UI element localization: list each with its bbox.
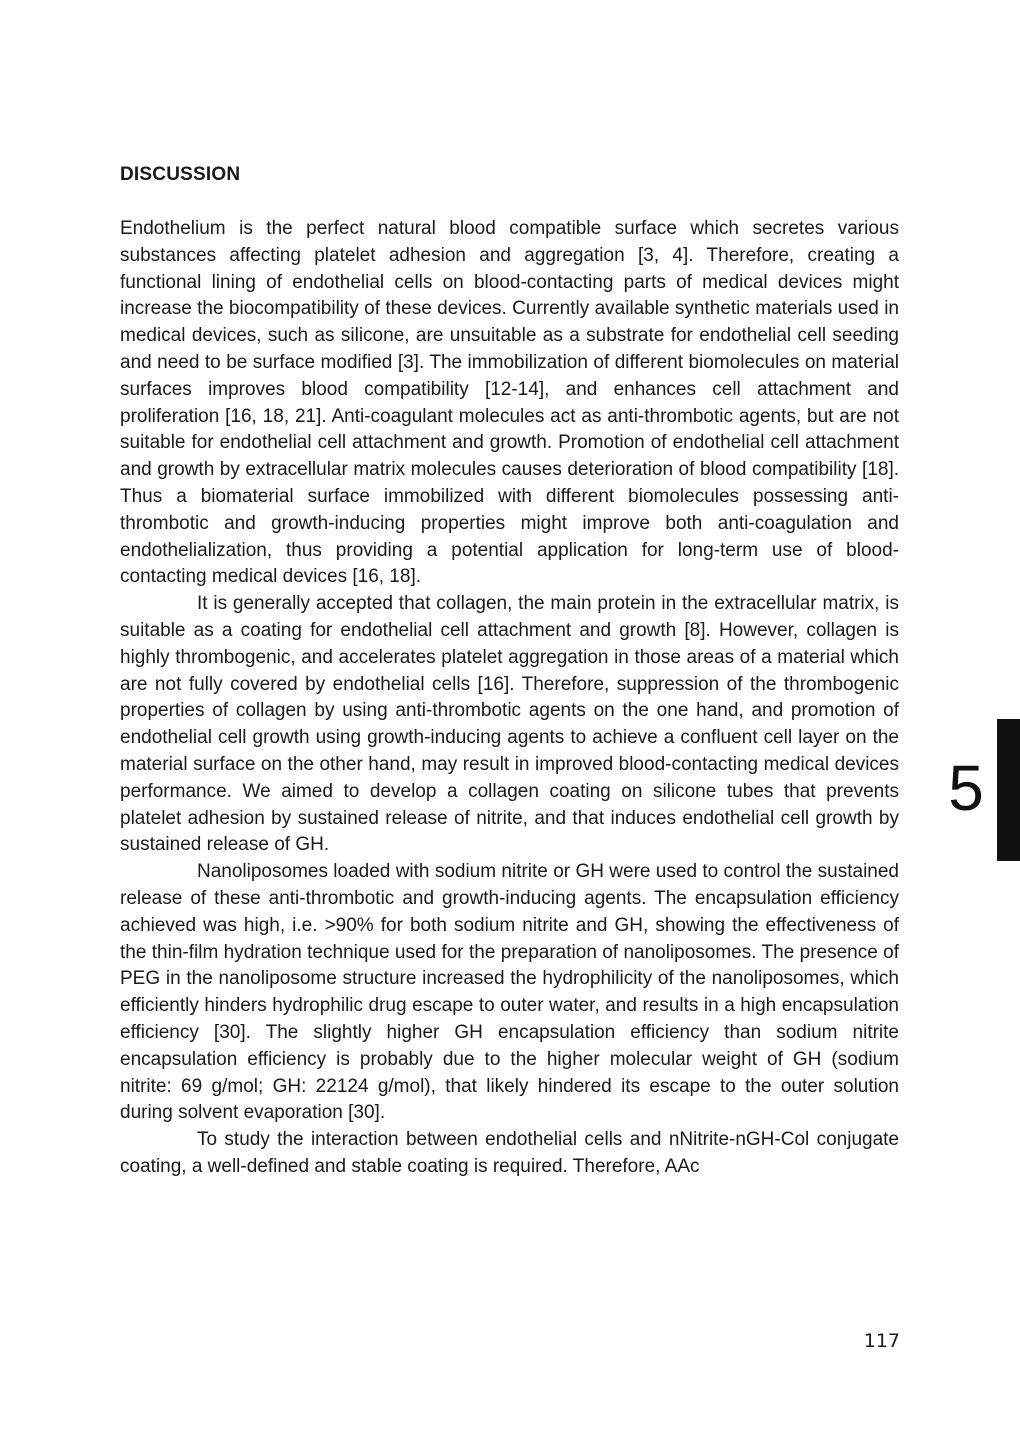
chapter-tab-marker <box>997 719 1020 861</box>
body-text <box>120 216 899 1181</box>
page-number: 117 <box>863 1330 900 1352</box>
paragraph-3: Nanoliposomes loaded with sodium nitrite or GH were used to control the sustained release of these anti-thrombotic and growth-inducing agents. The encapsulation efficiency achieved was high, i.e. >90% for both sodium nitrite and GH, showing the effectiveness of the thin-film hydration technique used for the preparation of nanoliposomes. The presence of PEG in the nanoliposome structure increased the hydrophilicity of the nanoliposomes, which efficiently hinders hydrophilic drug escape to outer water, and results in a high encapsulation efficiency [30]. The slightly higher GH encapsulation efficiency than sodium nitrite encapsulation efficiency is probably due to the higher molecular weight of GH (sodium nitrite: 69 g/mol; GH: 22124 g/mol), that likely hindered its escape to the outer solution during solvent evaporation [30]. <box>120 861 899 1124</box>
paragraph-1: Endothelium is the perfect natural blood compatible surface which secretes various substances affecting platelet adhesion and aggregation [3, 4]. Therefore, creating a functional lining of endothelial cells on blood-contacting parts of medical devices might increase the biocompatibility of these devices. Currently available synthetic materials used in medical devices, such as silicone, are unsuitable as a substrate for endothelial cell seeding and need to be surface modified [3]. The immobilization of different biomolecules on material surfaces improves blood compatibility [12-14], and enhances cell attachment and proliferation [16, 18, 21]. Anti-coagulant molecules act as anti-thrombotic agents, but are not suitable for endothelial cell attachment and growth. Promotion of endothelial cell attachment and growth by extracellular matrix molecules causes deterioration of blood compatibility [18]. Thus a biomaterial surface immobilized with different biomolecules possessing anti-thrombotic and growth-inducing properties might improve both anti-coagulation and endothelialization, thus providing a potential application for long-term use of blood-contacting medical devices [16, 18]. <box>120 218 899 588</box>
section-heading: DISCUSSION <box>120 164 241 185</box>
chapter-number: 5 <box>948 752 984 824</box>
paragraph-4: To study the interaction between endothelial cells and nNitrite-nGH-Col conjugate coating, a well-defined and stable coating is required. Therefore, AAc <box>120 1129 899 1177</box>
paragraph-2: It is generally accepted that collagen, the main protein in the extracellular matrix, is suitable as a coating for endothelial cell attachment and growth [8]. However, collagen is highly thrombogenic, and accelerates platelet aggregation in those areas of a material which are not fully covered by endothelial cells [16]. Therefore, suppression of the thrombogenic properties of collagen by using anti-thrombotic agents on the one hand, and promotion of endothelial cell growth using growth-inducing agents to achieve a confluent cell layer on the material surface on the other hand, may result in improved blood-contacting medical devices performance. We aimed to develop a collagen coating on silicone tubes that prevents platelet adhesion by sustained release of nitrite, and that induces endothelial cell growth by sustained release of GH. <box>120 593 899 856</box>
